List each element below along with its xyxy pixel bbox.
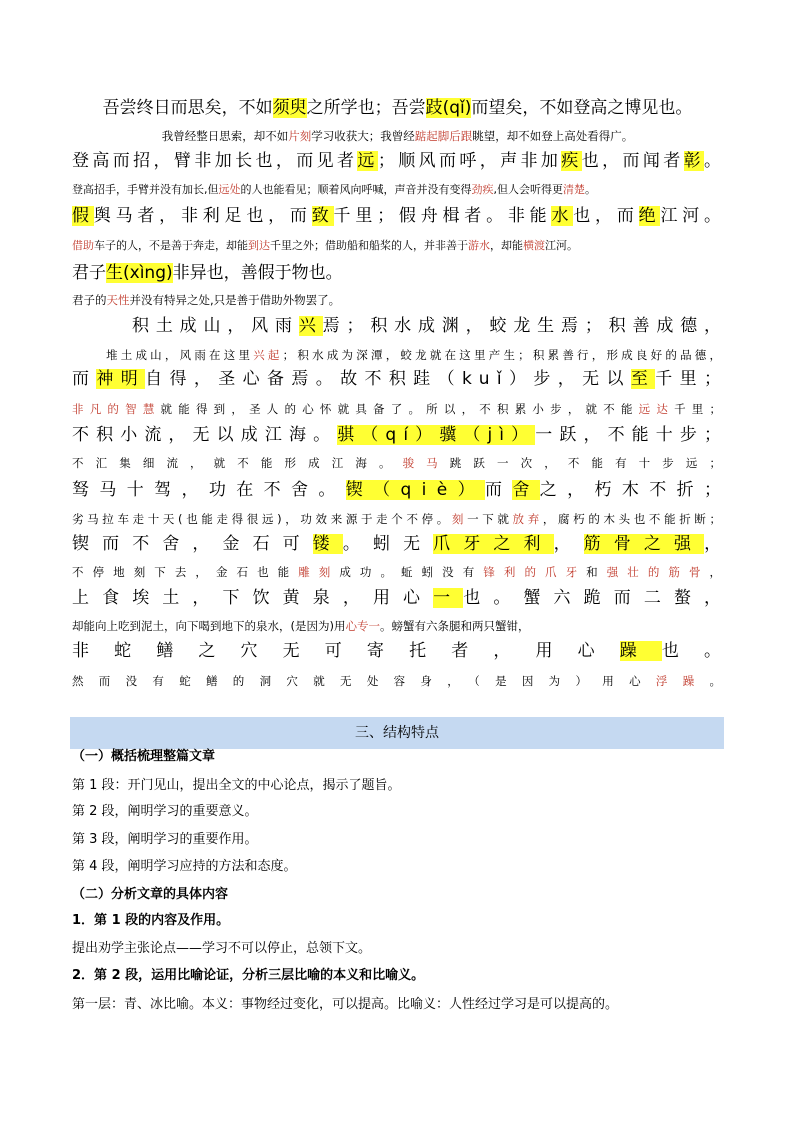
section-heading: 1．第 1 段的内容及作用。 — [72, 913, 230, 928]
original-line — [72, 97, 723, 119]
text-segment: 一跃，不能十步； — [535, 425, 729, 445]
text-segment: ；积水成为深潭，蛟龙就在这里产生；积累善行，形成良好的品德， — [282, 348, 725, 362]
text-segment: 而 — [485, 480, 513, 500]
keyword-red: 兴起 — [253, 348, 283, 362]
highlighted-word: 锲（qiè） — [345, 480, 485, 500]
text-segment: 吾尝终日而思矣，不如 — [102, 98, 273, 118]
translation-line — [72, 401, 728, 417]
text-segment: 和 — [586, 565, 607, 579]
highlighted-word: 远 — [357, 151, 378, 171]
keyword-red: 横渡 — [523, 239, 545, 252]
text-segment: 学习收获大；我曾经 — [311, 129, 415, 143]
section-banner — [70, 717, 724, 749]
section-paragraph: 第 1 段：开门见山，提出全文的中心论点，揭示了题旨。 — [72, 778, 401, 793]
text-segment: 也。 — [661, 641, 747, 661]
text-segment: 非蛇鳝之穴无可寄托者，用心 — [72, 641, 620, 661]
keyword-red: 骏马 — [402, 456, 450, 470]
text-segment: 也，而闻者 — [581, 151, 684, 171]
original-line — [72, 368, 729, 390]
text-segment: 劣马拉车走十天(也能走得很远)，功效来源于走个不停。 — [72, 512, 452, 526]
text-segment: 眺望，却不如登上高处看得广。 — [472, 129, 634, 143]
text-segment: 不停地刻下去，金石也能 — [72, 565, 299, 579]
text-segment: 。螃蟹有六条腿和两只蟹钳， — [379, 619, 530, 633]
text-segment: 君子的 — [72, 293, 107, 307]
keyword-red: 到达 — [248, 239, 270, 252]
highlighted-word: 致 — [311, 206, 334, 226]
translation-line — [72, 292, 723, 308]
highlighted-word: 生(xìng) — [106, 263, 173, 283]
text-segment: 自得，圣心备焉。故不积跬（kuǐ）步，无以 — [145, 369, 631, 389]
highlighted-word: 至 — [630, 369, 656, 389]
text-segment: 车子的人，不是善于奔走，却能 — [94, 239, 248, 252]
original-line — [72, 262, 723, 284]
keyword-red: 强壮的筋骨 — [606, 565, 710, 579]
text-segment: 并没有特异之处,只是善于借助外物罢了。 — [129, 293, 341, 307]
text-segment: 驽马十驾，功在不舍。 — [72, 480, 346, 500]
translation-line — [72, 238, 723, 254]
keyword-red: 浮躁 — [655, 674, 710, 688]
translation-line — [72, 673, 737, 689]
text-segment: 我曾经整日思索，却不如 — [161, 129, 289, 143]
text-segment: ；顺风而呼，声非加 — [377, 151, 562, 171]
highlighted-word: 骐（qí）骥（jì） — [337, 425, 536, 445]
keyword-red: 远达 — [638, 402, 675, 416]
text-segment: 。蚓无 — [342, 534, 434, 554]
text-segment: 成功。蚯蚓没有 — [339, 565, 484, 579]
highlighted-word: 须臾 — [272, 98, 307, 118]
keyword-red: 心专一 — [345, 619, 380, 633]
keyword-red: 清楚 — [563, 183, 585, 196]
text-segment: 君子 — [72, 263, 106, 283]
translation-line — [72, 618, 723, 634]
text-segment: 不积小流，无以成江海。 — [72, 425, 338, 445]
text-segment: 非异也，善假于物也。 — [172, 263, 343, 283]
text-segment: 锲而不舍，金石可 — [72, 534, 313, 554]
text-segment: 堆土成山，风雨在这里 — [106, 348, 254, 362]
highlighted-word: 舍 — [512, 480, 540, 500]
section-title: 三、结构特点 — [355, 725, 439, 741]
text-segment: 登高而招，臂非加长也，而见者 — [72, 151, 358, 171]
original-line — [72, 424, 729, 446]
keyword-red: 锋利的爪牙 — [483, 565, 587, 579]
text-segment: 千里； — [674, 402, 728, 416]
text-segment: 却能向上吃到泥土，向下喝到地下的泉水，(是因为)用 — [72, 619, 346, 633]
keyword-red: 天性 — [106, 293, 130, 307]
original-line — [72, 479, 732, 501]
highlighted-word: 兴 — [298, 316, 323, 336]
text-segment: 一下就 — [467, 512, 513, 526]
text-segment: 不汇集细流，就不能形成江海。 — [72, 456, 403, 470]
translation-line — [72, 455, 734, 471]
keyword-red: 片刻 — [288, 129, 312, 143]
text-segment: 也，而 — [573, 206, 639, 226]
keyword-red: 雕刻 — [298, 565, 340, 579]
text-segment: 千里之外；借助船和船桨的人，并非善于 — [270, 239, 468, 252]
text-segment: 之所学也；吾尝 — [306, 98, 426, 118]
original-line — [72, 587, 735, 609]
keyword-red: 放弃 — [512, 512, 543, 526]
text-segment: 。 — [585, 183, 596, 196]
keyword-red: 踮起脚后跟 — [414, 129, 473, 143]
section-paragraph: 提出劝学主张论点——学习不可以停止，总领下文。 — [72, 941, 372, 956]
keyword-red: 非凡的智慧 — [72, 402, 161, 416]
text-segment: 之，朽木不折； — [539, 480, 732, 500]
highlighted-word: 筋骨之强 — [583, 534, 705, 554]
text-segment: 积土成山，风雨 — [132, 316, 299, 336]
original-line — [72, 150, 723, 172]
text-segment: 焉；积水成渊，蛟龙生焉；积善成德， — [322, 316, 728, 336]
highlighted-word: 水 — [551, 206, 574, 226]
text-segment: 舆马者，非利足也，而 — [93, 206, 312, 226]
highlighted-word: 绝 — [638, 206, 661, 226]
section-heading: （一）概括梳理整篇文章 — [72, 749, 216, 764]
highlighted-word: 彰 — [683, 151, 705, 171]
text-segment: ，腐朽的木头也不能折断； — [542, 512, 725, 526]
original-line — [72, 533, 735, 555]
text-segment: 上食埃土，下饮黄泉，用心 — [72, 588, 434, 608]
section-heading: 2．第 2 段，运用比喻论证，分析三层比喻的本义和比喻义。 — [72, 968, 425, 983]
original-line — [72, 640, 747, 662]
translation-line — [72, 564, 731, 580]
original-line — [72, 205, 726, 227]
highlighted-word: 疾 — [561, 151, 582, 171]
keyword-red: 劲疾 — [471, 183, 494, 196]
text-segment: 跳跃一次，不能有十步远； — [449, 456, 734, 470]
text-segment: 就能得到，圣人的心怀就具备了。所以，不积累小步，就不能 — [160, 402, 639, 416]
text-segment: 而望矣，不如登高之博见也。 — [471, 98, 693, 118]
text-segment: ,但人会听得更 — [493, 183, 563, 196]
text-segment: ， — [709, 565, 731, 579]
section-paragraph: 第 3 段，阐明学习的重要作用。 — [72, 832, 258, 847]
text-segment: 的人也能看见；顺着风向呼喊，声音并没有变得 — [240, 183, 472, 196]
highlighted-word: 镂 — [312, 534, 343, 554]
highlighted-word: 躁 — [619, 641, 662, 661]
section-paragraph: 第一层：青、冰比喻。本义：事物经过变化，可以提高。比喻义：人性经过学习是可以提高的。 — [72, 997, 619, 1012]
section-paragraph: 第 4 段，阐明学习应持的方法和态度。 — [72, 859, 297, 874]
translation-line — [72, 511, 723, 527]
highlighted-word: 假 — [72, 206, 94, 226]
section-heading: （二）分析文章的具体内容 — [72, 887, 229, 902]
translation-line — [72, 128, 723, 144]
original-line — [72, 315, 783, 337]
text-segment: 而 — [72, 369, 97, 389]
translation-line — [72, 182, 723, 198]
highlighted-word: 神明 — [96, 369, 146, 389]
keyword-red: 借助 — [72, 239, 94, 252]
text-segment: 江河。 — [545, 239, 578, 252]
text-segment: 然而没有蛇鳝的洞穴就无处容身，（是因为）用心 — [72, 674, 656, 688]
keyword-red: 刻 — [451, 512, 468, 526]
text-segment: 。 — [709, 674, 737, 688]
text-segment: 千里；假舟楫者。非能 — [333, 206, 552, 226]
section-paragraph: 第 2 段，阐明学习的重要意义。 — [72, 804, 258, 819]
highlighted-word: 爪牙之利 — [433, 534, 554, 554]
text-segment: 。 — [704, 151, 725, 171]
translation-line — [72, 347, 757, 363]
text-segment: ， — [553, 534, 584, 554]
highlighted-word: 跂(qǐ) — [425, 98, 472, 118]
keyword-red: 远处 — [218, 183, 241, 196]
text-segment: 也。蟹六跪而二螯， — [463, 588, 735, 608]
text-segment: 江河。 — [660, 206, 726, 226]
text-segment: ，却能 — [490, 239, 523, 252]
text-segment: 登高招手，手臂并没有加长,但 — [72, 183, 219, 196]
text-segment: 千里； — [655, 369, 729, 389]
keyword-red: 游水 — [468, 239, 490, 252]
highlighted-word: 一 — [433, 588, 464, 608]
text-segment: ， — [704, 534, 735, 554]
